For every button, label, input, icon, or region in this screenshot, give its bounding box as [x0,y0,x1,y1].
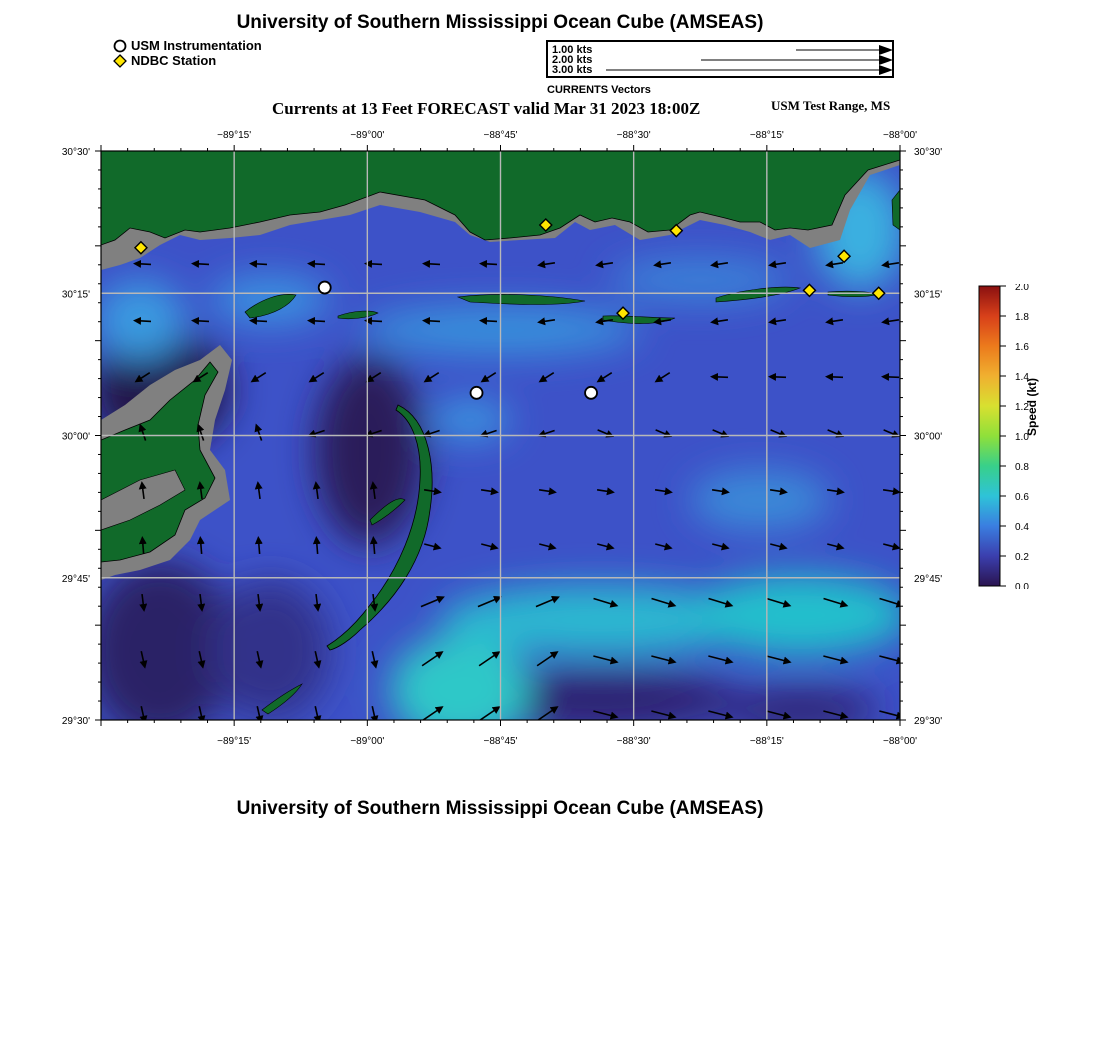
lon-label-bottom: −88°45' [483,736,518,747]
vector-scale-label: 2.00 kts [552,54,593,66]
lat-label-right: 29°45' [914,573,943,585]
colorbar-tick-label: 1.8 [1015,312,1029,323]
speed-field [85,151,910,745]
usm-station-marker [471,387,483,399]
current-arrow [309,264,325,265]
lat-label-left: 30°00' [61,431,90,443]
colorbar-tick-label: 0.8 [1015,462,1029,473]
current-arrow [193,264,209,265]
vector-caption: CURRENTS Vectors [547,84,651,96]
current-arrow [309,321,325,322]
region-label: USM Test Range, MS [771,98,891,113]
colorbar-tick-label: 0.2 [1015,552,1029,563]
speed-colorbar [978,284,1058,589]
lat-label-right: 30°30' [914,147,943,158]
current-arrow [481,321,497,322]
lon-label-bottom: −88°00' [883,736,917,747]
lon-label-top: −88°30' [616,130,651,141]
lon-label-top: −88°15' [749,130,784,141]
colorbar-tick-label: 2.0 [1015,284,1029,293]
current-arrow [251,264,267,265]
map-subtitle: Currents at 13 Feet FORECAST valid Mar 31 2023 18:00Z [272,99,701,118]
vector-scale-label: 3.00 kts [552,64,593,76]
colorbar-tick-label: 0.0 [1015,582,1029,589]
colorbar-tick-label: 1.2 [1015,402,1029,413]
colorbar-tick-label: 1.4 [1015,372,1029,383]
colorbar-tick-label: 0.6 [1015,492,1029,503]
lat-label-right: 30°15' [914,289,943,301]
colorbar-tick-label: 0.4 [1015,522,1029,533]
lon-label-top: −89°15' [217,130,252,141]
usm-station-marker [585,387,597,399]
lat-label-left: 29°45' [61,573,90,585]
lon-label-bottom: −88°30' [616,736,651,747]
lon-label-bottom: −89°15' [217,736,252,747]
colorbar-title: Speed (kt) [1025,377,1039,436]
lon-label-top: −88°00' [883,130,917,141]
lon-label-bottom: −89°00' [350,736,385,747]
current-arrow [827,377,843,378]
current-arrow [366,321,382,322]
current-arrow [481,264,497,265]
current-arrow [883,377,899,378]
colorbar-ramp [978,284,1058,589]
lon-label-top: −88°45' [483,130,518,141]
colorbar-tick-label: 1.6 [1015,342,1029,353]
usm-station-marker [319,282,331,294]
current-arrow [193,321,209,322]
current-arrow [770,377,786,378]
legend-usm-label: USM Instrumentation [131,38,262,53]
lat-label-left: 30°30' [61,147,90,158]
footer-title: University of Southern Mississippi Ocean Cube (AMSEAS) [236,798,764,819]
lat-label-right: 30°00' [914,431,943,443]
lat-label-left: 30°15' [61,289,90,301]
current-arrow [424,321,440,322]
current-arrow [366,264,382,265]
current-arrow [135,321,151,322]
lon-label-top: −89°00' [350,130,385,141]
lat-label-right: 29°30' [914,716,943,727]
current-arrow [251,321,267,322]
legend-ndbc-label: NDBC Station [131,53,217,68]
map-title: University of Southern Mississippi Ocean Cube (AMSEAS) [236,12,764,33]
current-arrow [712,377,728,378]
lat-label-left: 29°30' [61,716,90,727]
vector-scale-label: 1.00 kts [552,44,593,56]
colorbar-tick-label: 1.0 [1015,432,1029,443]
current-arrow [424,264,440,265]
lon-label-bottom: −88°15' [749,736,784,747]
current-arrow [135,264,151,265]
